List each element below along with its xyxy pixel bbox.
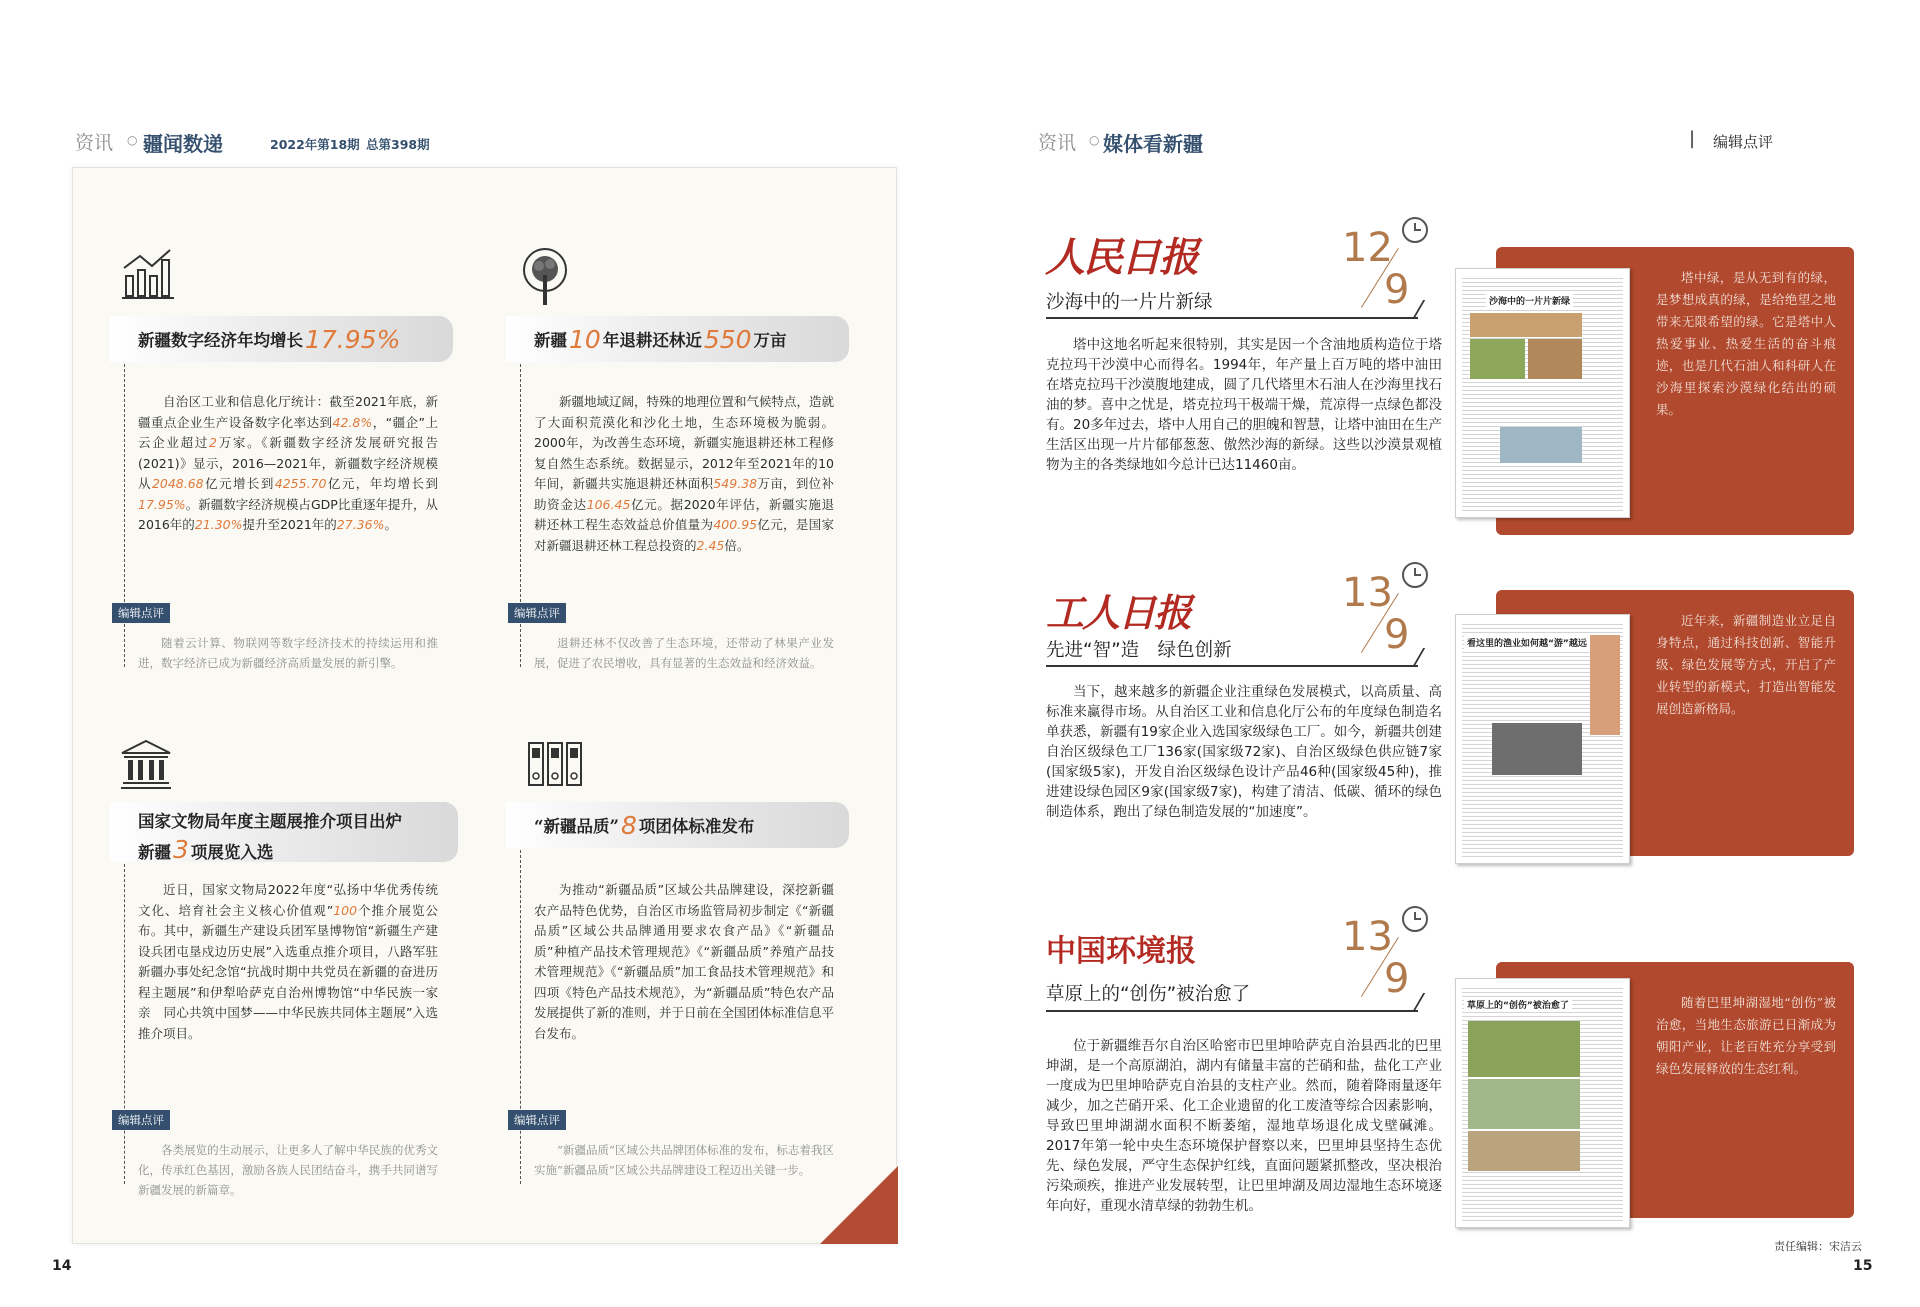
section-title: 疆闻数递 <box>143 132 223 156</box>
item2-comment-tag: 编辑点评 <box>508 603 566 623</box>
item2-title-number: 10 <box>569 324 601 354</box>
newspaper-logo: 中国环境报 <box>1046 934 1196 969</box>
thumbnail-photo <box>1470 313 1582 337</box>
item2-title-unit: 万亩 <box>753 331 787 350</box>
section-label: 资讯 <box>75 132 114 154</box>
item3-title-unit: 项展览入选 <box>190 843 274 862</box>
header-divider: | <box>1689 128 1696 149</box>
body-text: 亿元，年均增长到 <box>326 476 438 491</box>
rule-tail <box>1413 993 1425 1011</box>
total-issue-number: 总第398期 <box>366 137 430 152</box>
editor-credit: 责任编辑：宋洁云 <box>1774 1240 1862 1253</box>
comment-text: 随着巴里坤湖湿地“创伤”被治愈，当地生态旅游已日渐成为朝阳产业，让老百姓充分享受到绿色发展释放的生态红利。 <box>1656 995 1836 1076</box>
article-headline: 草原上的“创伤”被治愈了 <box>1046 984 1251 1005</box>
article-body: 位于新疆维吾尔自治区哈密市巴里坤哈萨克自治县西北的巴里坤湖，是一个高原湖泊，湖内有储量丰富的芒硝和盐，盐化工产业一度成为巴里坤哈萨克自治县的支柱产业。然而，随着降雨量逐年减少，加之芒硝开采、化工企业遗留的化工废渣等综合因素影响，导致巴里坤湖湖水面积不断萎缩，湿地草场退化成戈壁碱滩。2017年第一轮中央生态环境保护督察以来，巴里坤县坚持生态优先、绿色发展，严守生态保护红线，直面问题紧抓整改，坚决根治污染顽疾，推进产业发展转型，让巴里坤湖及周边湿地生态环境逐年向好，重现水清草绿的勃勃生机。 <box>1046 1038 1442 1214</box>
item2-title-mid: 年退耕还林近 <box>602 331 702 350</box>
thumbnail-photo <box>1468 1079 1580 1129</box>
article-headline: 先进“智”造 绿色创新 <box>1046 640 1232 661</box>
article-headline: 沙海中的一片片新绿 <box>1046 292 1213 313</box>
highlighted-number: 106.45 <box>586 496 631 512</box>
body-text: 万家。《新疆数字经济发展研究报告(2021)》显示，2016—2021年，新疆数字经济规模从 <box>138 435 438 491</box>
column-label: 编辑点评 <box>1713 133 1774 151</box>
comment-text: 近年来，新疆制造业立足自身特点，通过科技创新、智能升级、绿色发展等方式，开启了产业转型的新模式，打造出智能发展创造新格局。 <box>1656 613 1836 716</box>
item1-comment-tag: 编辑点评 <box>112 603 170 623</box>
comment-text: 塔中绿，是从无到有的绿，是梦想成真的绿，是给绝望之地带来无限希望的绿。它是塔中人热爱事业、热爱生活的奋斗痕迹，也是几代石油人和科研人在沙海里探索沙漠绿化结出的硕果。 <box>1656 270 1836 417</box>
body-text: 近日，国家文物局2022年度“弘扬中华优秀传统文化、培育社会主义核心价值观” <box>138 882 438 918</box>
rule-tail <box>1413 648 1425 666</box>
body-text: 。新疆数字经济规模占GDP比重逐年提升，从2016年的 <box>138 496 438 532</box>
body-text: 为推动“新疆品质”区域公共品牌建设，深挖新疆农产品特色优势，自治区市场监管局初步制定《“新疆品质”区域公共品牌通用要求农食产品》《“新疆品质”种植产品技术管理规范》《“新疆品质”养殖产品技术管理规范》《“新疆品质”加工食品技术管理规范》和四项《特色产品技术规范》，为“新疆品质”特色农产品发展提供了新的准则，并于日前在全国团体标准信息平台发布。 <box>534 882 835 1041</box>
thumbnail-photo <box>1470 339 1525 379</box>
date-day: 9 <box>1384 612 1410 658</box>
museum-icon <box>120 738 172 790</box>
article-body: 塔中这地名听起来很特别，其实是因一个含油地质构造位于塔克拉玛干沙漠中心而得名。1994年，年产量上百万吨的塔中油田在塔克拉玛干沙漠腹地建成，圆了几代塔里木石油人在沙海里找石油的梦。喜中之忧是，塔克拉玛干极端干燥，荒凉得一点绿色都没有。20多年过去，塔中人用自己的胆魄和智慧，让塔中油田在生产生活区出现一片片郁郁葱葱、傲然沙海的新绿。这些以沙漠景观植物为主的各类绿地如今总计已达11460亩。 <box>1046 337 1442 473</box>
page-number-right: 15 <box>1853 1258 1873 1274</box>
date-month: 13 <box>1342 570 1393 616</box>
body-text: 新疆地域辽阔，特殊的地理位置和气候特点，造就了大面积荒漠化和沙化土地，生态环境极为脆弱。2000年，为改善生态环境，新疆实施退耕还林工程修复自然生态系统。数据显示，2012年至2021年的10年间，新疆共实施退耕还林面积 <box>534 394 835 491</box>
page-number-left: 14 <box>52 1258 72 1274</box>
tree-icon <box>520 247 570 307</box>
item1-title-text: 新疆数字经济年均增长 <box>138 331 303 350</box>
bar-chart-icon <box>120 246 176 302</box>
thumbnail-title: 草原上的“创伤”被治愈了 <box>1464 997 1572 1012</box>
item1-title <box>110 316 453 362</box>
newspaper-logo: 工人日报 <box>1046 590 1191 635</box>
item2-title-text: 新疆 <box>534 331 567 350</box>
thumbnail-title: 沙海中的一片片新绿 <box>1486 293 1573 308</box>
newspaper-thumbnail <box>1455 614 1630 864</box>
date-month: 12 <box>1342 225 1393 271</box>
item4-timeline <box>520 850 521 1184</box>
item4-title-number: 8 <box>620 810 637 840</box>
highlighted-number: 4255.70 <box>274 476 327 491</box>
thumbnail-photo <box>1500 427 1582 463</box>
body-text: ，“疆企”上云企业超过 <box>138 414 438 450</box>
item4-body <box>534 880 834 1044</box>
item3-body <box>138 880 438 1044</box>
thumbnail-photo <box>1468 1021 1580 1077</box>
issue-number: 2022年第18期 <box>270 137 360 152</box>
newspaper-thumbnail <box>1455 268 1630 518</box>
highlighted-number: 27.36% <box>336 517 385 532</box>
clock-icon <box>1400 560 1430 590</box>
item4-title-text: “新疆品质” <box>534 817 619 836</box>
item3-title-text: 新疆 <box>138 843 171 862</box>
item1-body <box>138 392 438 536</box>
article-body: 当下，越来越多的新疆企业注重绿色发展模式，以高质量、高标准来赢得市场。从自治区工业和信息化厅公布的年度绿色制造名单获悉，新疆有19家企业入选国家级绿色工厂。如今，新疆共创建自治区级绿色工厂136家(国家级72家)、自治区级绿色供应链7家(国家级5家)，开发自治区级绿色设计产品46种(国家级45种)，推进建设绿色园区9家(国家级7家)，构建了清洁、低碳、循环的绿色制造体系，跑出了绿色制造发展的“加速度”。 <box>1046 684 1442 820</box>
thumbnail-title: 看这里的渔业如何越“游”越远 <box>1464 635 1590 650</box>
date-day: 9 <box>1384 267 1410 313</box>
date-day: 9 <box>1384 956 1410 1002</box>
item1-title-number: 17.95% <box>305 324 401 354</box>
item3-timeline <box>124 864 125 1184</box>
body-text: 自治区工业和信息化厅统计：截至2021年底，新疆重点企业生产设备数字化率达到 <box>138 394 438 430</box>
item4-comment-tag: 编辑点评 <box>508 1110 566 1130</box>
highlighted-number: 2 <box>209 435 217 450</box>
item2-title-number2: 550 <box>703 324 752 354</box>
highlighted-number: 400.95 <box>713 517 758 532</box>
right-section-dot: ○ <box>1089 133 1100 147</box>
binders-icon <box>526 740 584 788</box>
highlighted-number: 42.8% <box>332 414 373 430</box>
item4-comment: “新疆品质”区域公共品牌团体标准的发布，标志着我区实施“新疆品质”区域公共品牌建设工程迈出关键一步。 <box>534 1143 834 1177</box>
item1-comment: 随着云计算、物联网等数字经济技术的持续运用和推进，数字经济已成为新疆经济高质量发展的新引擎。 <box>138 636 438 670</box>
body-text: 。 <box>384 517 397 532</box>
item2-comment: 退耕还林不仅改善了生态环境，还带动了林果产业发展，促进了农民增收，具有显著的生态效益和经济效益。 <box>534 636 834 670</box>
section-dot: ○ <box>127 133 138 147</box>
rule-tail <box>1413 300 1425 318</box>
thumbnail-photo <box>1468 1131 1580 1171</box>
item3-title <box>110 802 458 862</box>
thumbnail-sidebar <box>1590 635 1620 735</box>
item4-title <box>506 802 849 848</box>
headline-rule <box>1046 665 1418 667</box>
item3-title-line1: 国家文物局年度主题展推介项目出炉 <box>138 812 402 831</box>
highlighted-number: 549.38 <box>713 476 758 491</box>
newspaper-logo: 人民日报 <box>1045 234 1197 281</box>
clock-icon <box>1400 904 1430 934</box>
item2-body <box>534 392 834 556</box>
item3-title-number: 3 <box>173 835 189 864</box>
newspaper-thumbnail <box>1455 978 1630 1228</box>
highlighted-number: 2.45 <box>696 537 725 553</box>
thumbnail-photo <box>1492 723 1582 775</box>
right-section-label: 资讯 <box>1038 132 1077 154</box>
clock-icon <box>1400 215 1430 245</box>
body-text: 倍。 <box>724 537 750 553</box>
body-text: 亿元。据2020年评估，新疆实施退耕还林工程生态效益总价值量为 <box>534 496 834 532</box>
highlighted-number: 2048.68 <box>151 476 204 491</box>
item4-title-unit: 项团体标准发布 <box>638 817 755 836</box>
item3-comment: 各类展览的生动展示，让更多人了解中华民族的优秀文化，传承红色基因，激励各族人民团结奋斗，携手共同谱写新疆发展的新篇章。 <box>138 1143 438 1197</box>
highlighted-number: 21.30% <box>194 517 243 532</box>
thumbnail-photo <box>1528 339 1582 379</box>
item2-title <box>506 316 849 362</box>
body-text: 个推介展览公布。其中，新疆生产建设兵团军垦博物馆“新疆生产建设兵团屯垦戍边历史展”入选重点推介项目，八路军驻新疆办事处纪念馆“抗战时期中共党员在新疆的奋进历程主题展”和伊犁哈萨克自治州博物馆“中华民族一家亲 同心共筑中国梦——中华民族共同体主题展”入选推介项目。 <box>138 902 438 1041</box>
body-text: 亿元增长到 <box>203 476 275 491</box>
right-section-title: 媒体看新疆 <box>1103 132 1203 156</box>
highlighted-number: 100 <box>333 902 358 918</box>
headline-rule <box>1046 317 1418 319</box>
headline-rule <box>1046 1010 1418 1012</box>
body-text: 提升至2021年的 <box>242 517 337 532</box>
body-text: 亿元，是国家对新疆退耕还林工程总投资的 <box>534 517 834 553</box>
highlighted-number: 17.95% <box>138 496 186 512</box>
item3-comment-tag: 编辑点评 <box>112 1110 170 1130</box>
thumbnail-text-lines <box>1462 275 1623 511</box>
date-month: 13 <box>1342 914 1393 960</box>
body-text: 万亩，到位补助资金达 <box>534 476 834 512</box>
